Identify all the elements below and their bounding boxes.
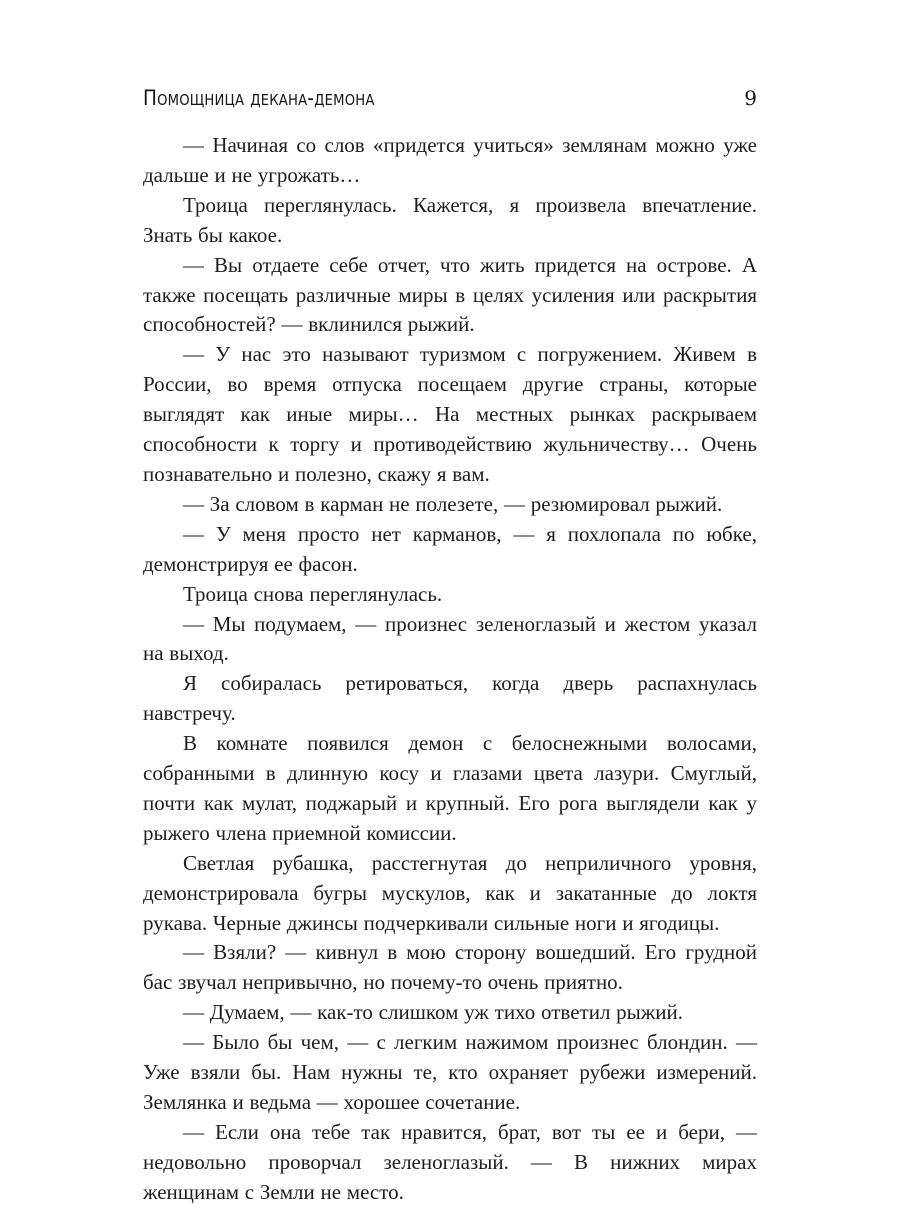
paragraph: — Вы отдаете себе отчет, что жить придется на острове. А также посещать различные миры в целях усиления или раскрытия способностей? — вклинился рыжий. [143, 252, 757, 337]
paragraph: — У нас это называют туризмом с погружением. Живем в России, во время отпуска посещаем другие страны, которые выглядят как иные миры… На местных рынках раскрываем способности к торгу и противодействию жульничеству… Очень познавательно и полезно, скажу я вам. [143, 342, 757, 486]
paragraph: — Взяли? — кивнул в мою сторону вошедший. Его грудной бас звучал непривычно, но почему-то очень приятно. [143, 940, 757, 995]
paragraph: — За словом в карман не полезете, — резюмировал рыжий. [183, 491, 723, 516]
paragraph: — Было бы чем, — с легким нажимом произнес блондин. — Уже взяли бы. Нам нужны те, кто охраняет рубежи измерений. Землянка и ведьма — хорошее сочетание. [143, 1030, 757, 1114]
paragraph: Троица переглянулась. Кажется, я произвела впечатление. Знать бы какое. [143, 192, 757, 247]
paragraph: — У меня просто нет карманов, — я похлопала по юбке, демонстрируя ее фасон. [143, 521, 757, 576]
paragraph: — Если она тебе так нравится, брат, вот ты ее и бери, — недовольно проворчал зеленоглазый. — В нижних мирах женщинам с Земли не место. [143, 1119, 757, 1204]
paragraph: Я собиралась ретироваться, когда дверь распахнулась навстречу. [143, 671, 757, 726]
paragraph: В комнате появился демон с белоснежными волосами, собранными в длинную косу и глазами цвета лазури. Смуглый, почти как мулат, поджарый и крупный. Его рога выглядели как у рыжего члена приемной комиссии. [143, 731, 757, 845]
paragraph: — Думаем, — как-то слишком уж тихо ответил рыжий. [183, 1000, 684, 1025]
book-title: Помощница декана-демона [143, 86, 375, 110]
paragraph: Светлая рубашка, расстегнутая до неприличного уровня, демонстрировала бугры мускулов, как и закатанные до локтя рукава. Черные джинсы подчеркивали сильные ноги и ягодицы. [143, 850, 757, 935]
page-number: 9 [744, 86, 757, 110]
paragraph: Троица снова переглянулась. [183, 581, 443, 606]
paragraph: — Мы подумаем, — произнес зеленоглазый и жестом указал на выход. [143, 611, 757, 666]
body-text [143, 131, 757, 1208]
paragraph: — Начиная со слов «придется учиться» землянам можно уже дальше и не угрожать… [143, 133, 757, 187]
running-header [143, 84, 757, 114]
